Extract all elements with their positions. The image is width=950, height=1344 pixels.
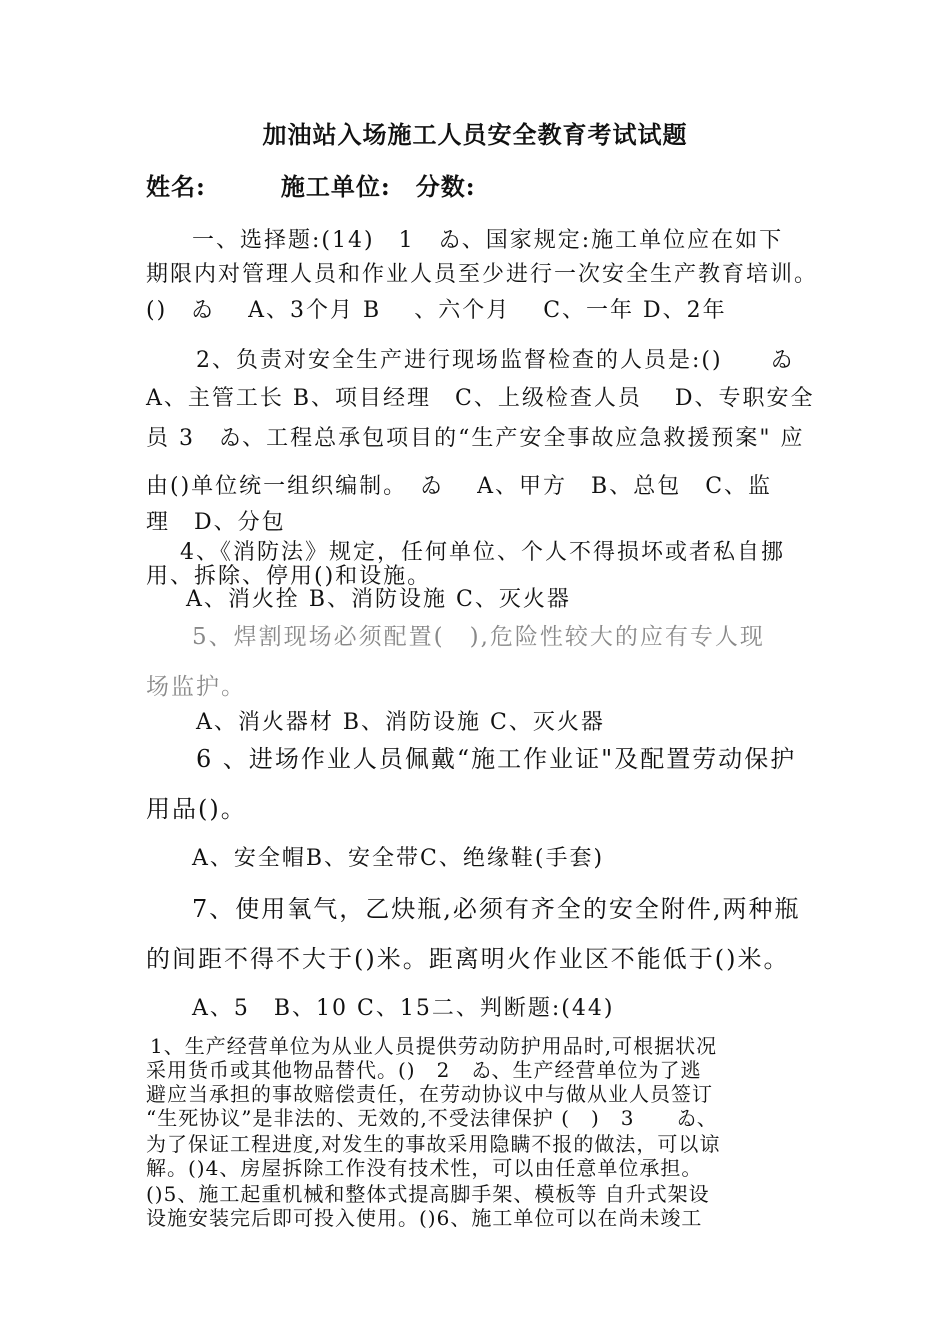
text-line: 避应当承担的事故赔偿责任，在劳动协议中与做从业人员签订: [146, 1082, 713, 1106]
text-line: 一、选择题:(14) 1 ゐ、国家规定:施工单位应在如下: [192, 228, 784, 253]
text-line: 设施安装完后即可投入使用。()6、施工单位可以在尚未竣工: [146, 1206, 703, 1230]
text-line: ()5、施工起重机械和整体式提高脚手架、模板等 自升式架设: [146, 1182, 710, 1206]
text-line: 期限内对管理人员和作业人员至少进行一次安全生产教育培训。: [146, 262, 819, 287]
text-line: 用、拆除、停用()和设施。: [146, 564, 432, 589]
text-line: A、主管工长 B、项目经理 C、上级检查人员 D、专职安全: [146, 386, 815, 411]
text-line: A、消火器材 B、消防设施 C、灭火器: [196, 710, 605, 735]
text-line: 的间距不得不大于()米。距离明火作业区不能低于()米。: [146, 945, 790, 973]
text-line: 场监护。: [146, 674, 246, 700]
text-line: 解。()4、房屋拆除工作没有技术性，可以由任意单位承担。: [146, 1156, 703, 1180]
text-line: 2、负责对安全生产进行现场监督检查的人员是:() ゐ: [196, 348, 795, 373]
text-line: A、安全帽B、安全带C、绝缘鞋(手套): [192, 846, 605, 871]
text-line: 由()单位统一组织编制。 ゐ A、甲方 B、总包 C、监: [146, 474, 773, 499]
text-line: 7、使用氧气，乙炔瓶,必须有齐全的安全附件,两种瓶: [192, 895, 801, 923]
text-line: 4、《消防法》规定，任何单位、个人不得损坏或者私自挪: [180, 540, 785, 565]
text-line: 6 、进场作业人员佩戴“施工作业证"及配置劳动保护: [196, 745, 797, 773]
text-line: 为了保证工程进度,对发生的事故采用隐瞒不报的做法，可以谅: [146, 1132, 721, 1156]
text-line: A、5 B、10 C、15二、判断题:(44): [192, 996, 615, 1021]
text-line: 采用货币或其他物品替代。() 2 ゐ、生产经营单位为了逃: [146, 1058, 702, 1082]
text-line: “生死协议”是非法的、无效的,不受法律保护 ( ) 3 ゐ、: [146, 1106, 718, 1130]
text-line: 1、生产经营单位为从业人员提供劳动防护用品时,可根据状况: [150, 1034, 718, 1058]
text-line: A、消火拴 B、消防设施 C、灭火器: [186, 587, 571, 612]
text-line: 理 D、分包: [146, 510, 286, 535]
text-line: 用品()。: [146, 795, 247, 823]
text-line: () ゐ A、3个月 B 、六个月 C、一年 D、2年: [146, 298, 727, 323]
page-title: 加油站入场施工人员安全教育考试试题: [262, 120, 688, 149]
text-line: 员 3 ゐ、工程总承包项目的“生产安全事故应急救援预案" 应: [146, 426, 805, 451]
text-line: 5、焊割现场必须配置( ),危险性较大的应有专人现: [192, 624, 765, 650]
header-fields: 姓名: 施工单位: 分数:: [146, 172, 476, 201]
